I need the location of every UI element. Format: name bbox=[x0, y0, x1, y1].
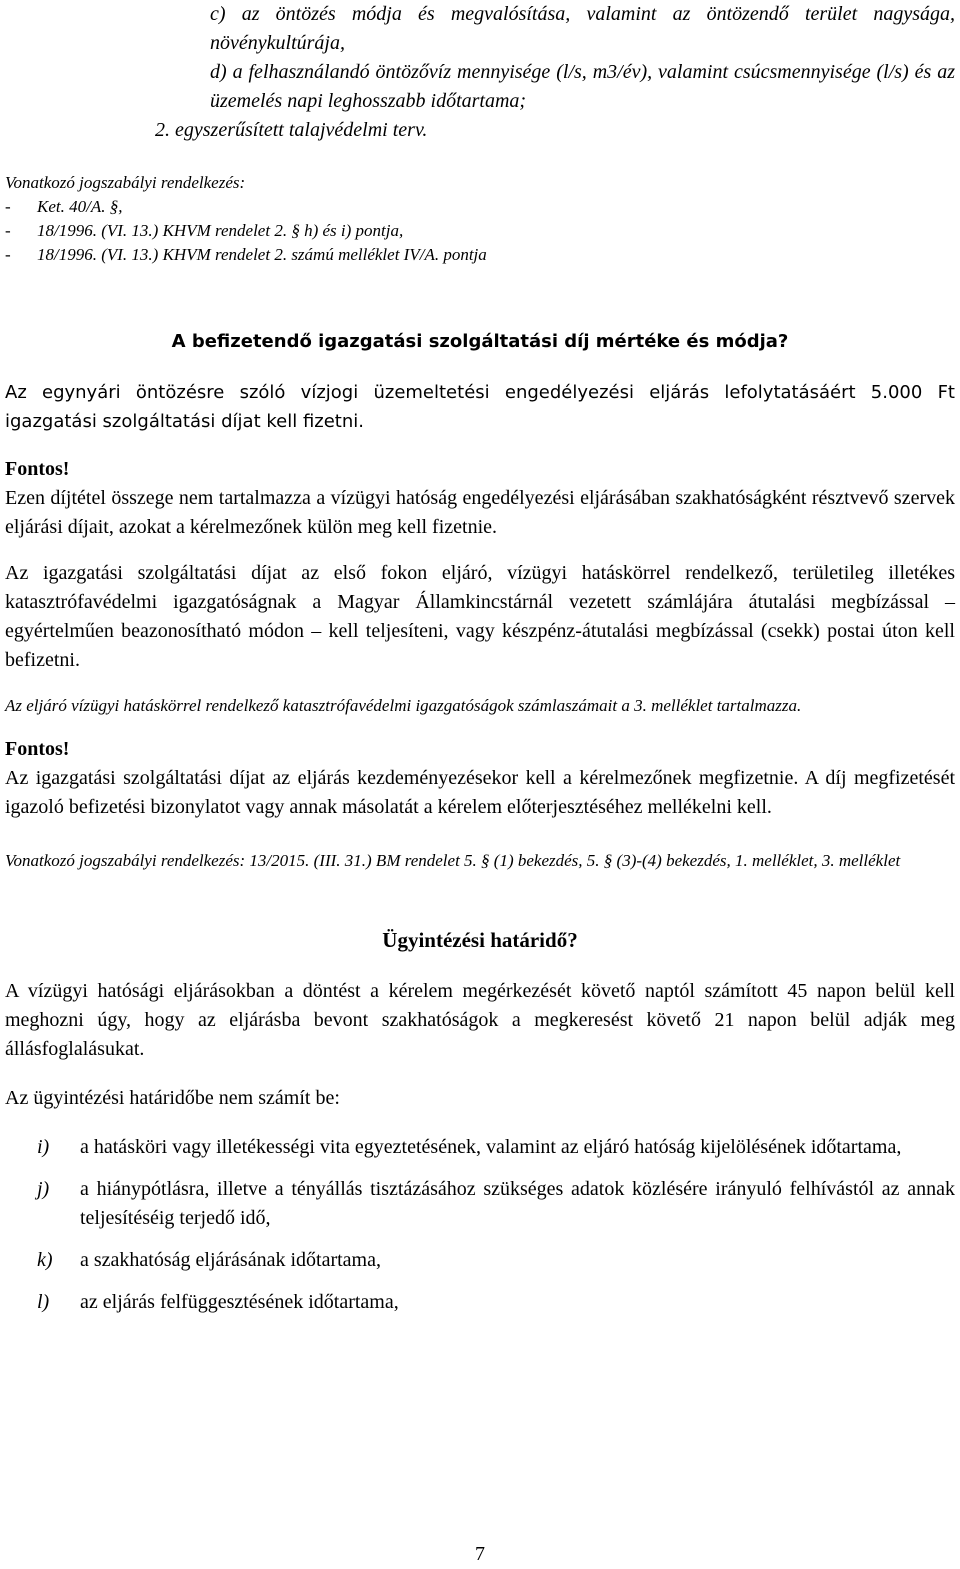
deadline-paragraph: A vízügyi hatósági eljárásokban a döntést a kérelem megérkezését követő naptól számított 45 napon belül kell meghozni úgy, hogy az eljárásba bevont szakhatóságok a megkeresést követő 21 napon belül adják meg állásfoglalásukat. bbox=[5, 980, 955, 1060]
refs1-item: - Ket. 40/A. §, bbox=[5, 195, 955, 219]
list-item: l) az eljárás felfüggesztésének időtartama, bbox=[37, 1291, 399, 1313]
payment-paragraph: Az igazgatási szolgáltatási díjat az első fokon eljáró, vízügyi hatáskörrel rendelkező, területileg illetékes katasztrófavédelmi igazgatóságnak a Magyar Államkincstárnál vezetett számlájára átutalási megbízással – egyértelműen beazonosítható módon – kell teljesíteni, vagy készpénz-átutalási megbízással (csekk) postai úton kell befizetni. bbox=[5, 562, 955, 671]
list-dash: - bbox=[5, 197, 11, 216]
list-item: j) a hiánypótlásra, illetve a tényállás tisztázásához szükséges adatok közlésére irányuló felhívástól az annak teljesítéséig terjedő idő, bbox=[37, 1178, 955, 1229]
fontos-label: Fontos! bbox=[5, 458, 70, 480]
list-dash: - bbox=[5, 245, 11, 264]
item-c: c) az öntözés módja és megvalósítása, valamint az öntözendő terület nagysága, növénykultúrája, bbox=[210, 3, 955, 54]
fontos-label-2: Fontos! bbox=[5, 738, 70, 760]
fee-note-paragraph: Ezen díjtétel összege nem tartalmazza a vízügyi hatóság engedélyezési eljárásában szakhatóságként résztvevő szervek eljárási díjait, azokat a kérelmezőnek külön meg kell fizetnie. bbox=[5, 487, 955, 538]
fee-paragraph: Az egynyári öntözésre szóló vízjogi üzemeltetési engedélyezési eljárás lefolytatásáért 5.000 Ft igazgatási szolgáltatási díjat kell fizetni. bbox=[5, 382, 955, 432]
account-note: Az eljáró vízügyi hatáskörrel rendelkező katasztrófavédelmi igazgatóságok számlaszámait a 3. melléklet tartalmazza. bbox=[5, 696, 802, 715]
list-item: i) a hatásköri vagy illetékességi vita egyeztetésének, valamint az eljáró hatóság kijelölésének időtartama, bbox=[37, 1136, 902, 1158]
section-heading-fee: A befizetendő igazgatási szolgáltatási díj mértéke és módja? bbox=[171, 331, 789, 352]
payment-time-paragraph: Az igazgatási szolgáltatási díjat az eljárás kezdeményezésekor kell a kérelmezőnek megfizetnie. A díj megfizetését igazoló befizetési bizonylatot vagy annak másolatát a kérelem előterjesztéséhez mellékelni kell. bbox=[5, 767, 955, 818]
item-d: d) a felhasználandó öntözővíz mennyisége (l/s, m3/év), valamint csúcsmennyisége (l/s) és az üzemelés napi leghosszabb időtartama; bbox=[210, 61, 955, 112]
section-heading-deadline: Ügyintézési határidő? bbox=[382, 928, 578, 952]
page-number: 7 bbox=[475, 1543, 485, 1565]
refs1-title: Vonatkozó jogszabályi rendelkezés: bbox=[5, 173, 246, 192]
document-page bbox=[5, 0, 955, 1317]
item-two: 2. egyszerűsített talajvédelmi terv. bbox=[155, 119, 428, 141]
refs1-item: - 18/1996. (VI. 13.) KHVM rendelet 2. számú melléklet IV/A. pontja bbox=[5, 243, 955, 267]
list-item: k) a szakhatóság eljárásának időtartama, bbox=[37, 1249, 381, 1271]
fee-legal-reference: Vonatkozó jogszabályi rendelkezés: 13/2015. (III. 31.) BM rendelet 5. § (1) bekezdés, 5. § (3)-(4) bekezdés, 1. melléklet, 3. melléklet bbox=[5, 851, 901, 870]
refs1-item: - 18/1996. (VI. 13.) KHVM rendelet 2. § h) és i) pontja, bbox=[5, 219, 955, 243]
refs1-list bbox=[5, 195, 955, 267]
exclusions-intro: Az ügyintézési határidőbe nem számít be: bbox=[5, 1087, 340, 1109]
list-dash: - bbox=[5, 221, 11, 240]
